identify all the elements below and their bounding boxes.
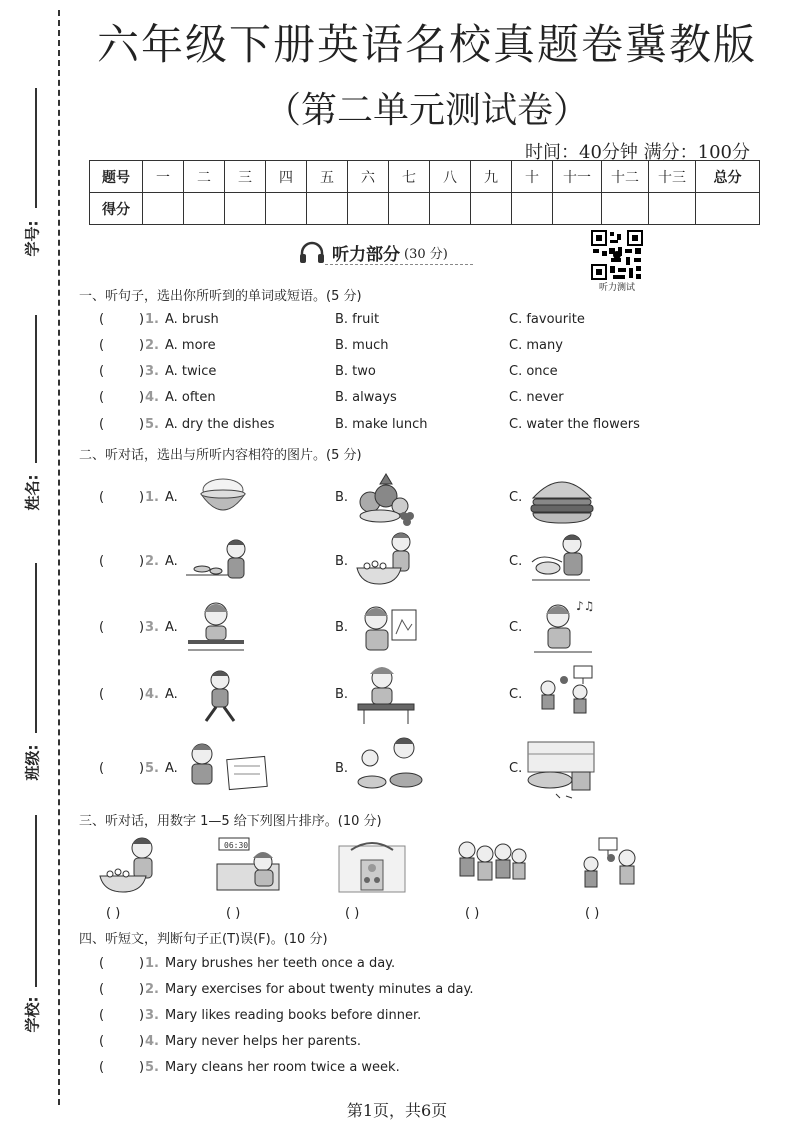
question-number: 4.: [145, 687, 159, 702]
girl-ping-pong-image: [356, 664, 416, 726]
score-cell: 二: [184, 161, 225, 193]
listening-underline: [325, 264, 473, 265]
s4-statement-2: [99, 982, 519, 1000]
name-label: 姓名:: [23, 474, 42, 511]
question-number: 2.: [145, 554, 159, 569]
option-b: B. make lunch: [335, 417, 428, 432]
score-input-cell[interactable]: [389, 193, 430, 225]
score-cell: 十: [512, 161, 553, 193]
answer-paren[interactable]: (: [99, 1060, 105, 1075]
order-blank[interactable]: ( ): [226, 906, 241, 921]
answer-paren: ): [139, 1034, 145, 1049]
question-number: 2.: [145, 338, 159, 353]
score-table-header-row: [90, 161, 760, 193]
question-number: 1.: [145, 312, 159, 327]
score-input-cell[interactable]: [348, 193, 389, 225]
answer-paren[interactable]: (: [99, 490, 105, 505]
question-number: 4.: [145, 390, 159, 405]
score-input-cell[interactable]: [430, 193, 471, 225]
answer-paren[interactable]: (: [99, 982, 105, 997]
girl-at-computer-image: [184, 598, 248, 654]
answer-paren[interactable]: (: [99, 1034, 105, 1049]
svg-text:♪♫: ♪♫: [576, 599, 595, 613]
answer-paren[interactable]: (: [99, 956, 105, 971]
page-number: 第1页，共6页: [346, 1101, 448, 1120]
statement-text: Mary never helps her parents.: [165, 1034, 361, 1049]
score-input-cell[interactable]: [471, 193, 512, 225]
statement-text: Mary exercises for about twenty minutes a day.: [165, 982, 474, 997]
answer-paren[interactable]: (: [99, 761, 105, 776]
option-b: B.: [335, 620, 349, 635]
girl-waking-up-image: [213, 836, 285, 896]
option-a: A. more: [165, 338, 216, 353]
order-blank[interactable]: ( ): [345, 906, 360, 921]
s2-question-5: [99, 761, 189, 779]
answer-paren[interactable]: (: [99, 417, 105, 432]
child-eating-image: [184, 535, 256, 587]
page-title: 六年级下册英语名校真题卷冀教版: [96, 20, 757, 69]
student-id-label: 学号:: [23, 220, 42, 257]
s1-question-3: [99, 364, 359, 382]
option-c: C.: [509, 687, 523, 702]
kids-walking-image: [455, 836, 529, 896]
s4-statement-3: [99, 1008, 519, 1026]
answer-paren[interactable]: (: [99, 554, 105, 569]
option-a: A.: [165, 687, 178, 702]
option-a: A.: [165, 490, 178, 505]
option-b: B.: [335, 761, 349, 776]
kids-cooking-image: [352, 736, 426, 798]
option-a: A. brush: [165, 312, 219, 327]
answer-paren: ): [139, 338, 145, 353]
option-c: C. never: [509, 390, 564, 405]
score-cell: 四: [266, 161, 307, 193]
s1-question-2: [99, 338, 359, 356]
qr-caption: 听力测试: [598, 283, 635, 293]
boys-playing-basketball-image: [577, 836, 643, 896]
answer-paren[interactable]: (: [99, 364, 105, 379]
section1-title: 一、听句子，选出你所听到的单词或短语。(5 分): [79, 289, 362, 304]
option-c: C. water the flowers: [509, 417, 640, 432]
answer-paren: ): [139, 417, 145, 432]
score-input-cell[interactable]: [143, 193, 184, 225]
qr-code-icon[interactable]: [591, 230, 643, 280]
option-b: B.: [335, 490, 349, 505]
option-a: A. twice: [165, 364, 217, 379]
hamburger-image: [527, 472, 597, 528]
score-cell: 十一: [553, 161, 602, 193]
question-number: 3.: [145, 620, 159, 635]
score-table-score-row: [90, 193, 760, 225]
answer-paren: ): [139, 956, 145, 971]
school-line: [35, 815, 37, 987]
s1-question-4: [99, 390, 359, 408]
s1-question-5: [99, 417, 359, 435]
clock-time: 06:30: [224, 841, 249, 850]
score-cell: 十二: [602, 161, 649, 193]
score-cell: 六: [348, 161, 389, 193]
child-cleaning-image: [530, 532, 594, 584]
boy-washing-image: [98, 836, 166, 896]
question-number: 1.: [145, 490, 159, 505]
section3-title: 三、听对话，用数字 1—5 给下列图片排序。(10 分): [79, 814, 382, 829]
score-cell: 题号: [90, 161, 143, 193]
option-c: C.: [509, 554, 523, 569]
score-cell: 七: [389, 161, 430, 193]
question-number: 2.: [145, 982, 159, 997]
s2-question-2: [99, 554, 189, 572]
option-a: A. often: [165, 390, 216, 405]
option-c: C. favourite: [509, 312, 585, 327]
page-subtitle: （第二单元测试卷）: [264, 90, 589, 131]
answer-paren: ): [139, 364, 145, 379]
score-cell: 五: [307, 161, 348, 193]
option-c: C. once: [509, 364, 558, 379]
option-b: B.: [335, 687, 349, 702]
girl-singing-image: [532, 598, 598, 656]
answer-paren[interactable]: (: [99, 312, 105, 327]
score-cell: 总分: [696, 161, 760, 193]
s4-statement-4: [99, 1034, 519, 1052]
section4-title: 四、听短文，判断句子正(T)误(F)。(10 分): [79, 932, 328, 947]
order-blank[interactable]: ( ): [106, 906, 121, 921]
option-b: B.: [335, 554, 349, 569]
s1-question-1: [99, 312, 359, 330]
score-input-cell[interactable]: [184, 193, 225, 225]
score-input-cell[interactable]: [649, 193, 696, 225]
question-number: 4.: [145, 1034, 159, 1049]
option-a: A.: [165, 554, 178, 569]
binding-dash-line: [58, 10, 60, 1105]
option-c: C. many: [509, 338, 563, 353]
rice-bowl-image: [197, 476, 249, 520]
option-c: C.: [509, 620, 523, 635]
answer-paren[interactable]: (: [99, 620, 105, 635]
answer-paren[interactable]: (: [99, 390, 105, 405]
s2-question-3: [99, 620, 189, 638]
option-b: B. much: [335, 338, 389, 353]
name-line: [35, 315, 37, 463]
score-input-cell[interactable]: [553, 193, 602, 225]
answer-paren: ): [139, 687, 145, 702]
answer-paren: ): [139, 390, 145, 405]
score-cell: 九: [471, 161, 512, 193]
option-c: C.: [509, 761, 523, 776]
listening-header: [298, 240, 448, 265]
school-label: 学校:: [23, 996, 42, 1033]
score-input-cell[interactable]: [602, 193, 649, 225]
answer-paren: ): [139, 1008, 145, 1023]
statement-text: Mary brushes her teeth once a day.: [165, 956, 396, 971]
question-number: 3.: [145, 364, 159, 379]
answer-paren: ): [139, 554, 145, 569]
score-cell: 一: [143, 161, 184, 193]
headphones-icon: [298, 241, 326, 265]
question-number: 5.: [145, 417, 159, 432]
class-label: 班级:: [23, 744, 42, 781]
option-b: B. always: [335, 390, 397, 405]
question-number: 1.: [145, 956, 159, 971]
score-input-cell[interactable]: [512, 193, 553, 225]
score-input-cell[interactable]: [225, 193, 266, 225]
answer-paren: ): [139, 312, 145, 327]
answer-paren[interactable]: (: [99, 1008, 105, 1023]
boy-running-image: [198, 668, 240, 726]
answer-paren[interactable]: (: [99, 338, 105, 353]
answer-paren[interactable]: (: [99, 687, 105, 702]
order-blank[interactable]: ( ): [585, 906, 600, 921]
order-blank[interactable]: ( ): [465, 906, 480, 921]
answer-paren: ): [139, 620, 145, 635]
option-c: C.: [509, 490, 523, 505]
option-b: B. two: [335, 364, 376, 379]
option-a: A. dry the dishes: [165, 417, 275, 432]
statement-text: Mary likes reading books before dinner.: [165, 1008, 422, 1023]
s2-question-4: [99, 687, 189, 705]
question-number: 5.: [145, 761, 159, 776]
answer-paren: ): [139, 1060, 145, 1075]
listening-points: (30 分): [404, 247, 448, 262]
score-table: [89, 160, 760, 225]
score-input-cell[interactable]: [266, 193, 307, 225]
boy-with-heater-image: [182, 740, 272, 796]
child-washing-image: [353, 530, 423, 590]
listening-label: 听力部分: [332, 245, 400, 265]
answer-paren: ): [139, 490, 145, 505]
score-input-cell[interactable]: [696, 193, 760, 225]
school-gate-image: [337, 836, 407, 896]
option-a: A.: [165, 620, 178, 635]
score-cell: 十三: [649, 161, 696, 193]
girl-painting-image: [356, 600, 420, 656]
option-a: A.: [165, 761, 178, 776]
score-cell: 八: [430, 161, 471, 193]
score-input-cell[interactable]: [307, 193, 348, 225]
section2-title: 二、听对话，选出与所听内容相符的图片。(5 分): [79, 448, 362, 463]
answer-paren: ): [139, 982, 145, 997]
class-line: [35, 563, 37, 733]
fruit-basket-image: [350, 470, 418, 526]
statement-text: Mary cleans her room twice a week.: [165, 1060, 400, 1075]
s4-statement-1: [99, 956, 519, 974]
question-number: 5.: [145, 1060, 159, 1075]
boys-basketball-image: [534, 664, 600, 724]
score-row-label: 得分: [90, 193, 143, 225]
question-number: 3.: [145, 1008, 159, 1023]
score-cell: 三: [225, 161, 266, 193]
s2-question-1: [99, 490, 189, 508]
option-b: B. fruit: [335, 312, 380, 327]
student-id-line: [35, 88, 37, 208]
s4-statement-5: [99, 1060, 519, 1078]
time-info: 时间：40分钟 满分：100分: [525, 142, 750, 163]
answer-paren: ): [139, 761, 145, 776]
messy-room-image: [526, 740, 596, 802]
